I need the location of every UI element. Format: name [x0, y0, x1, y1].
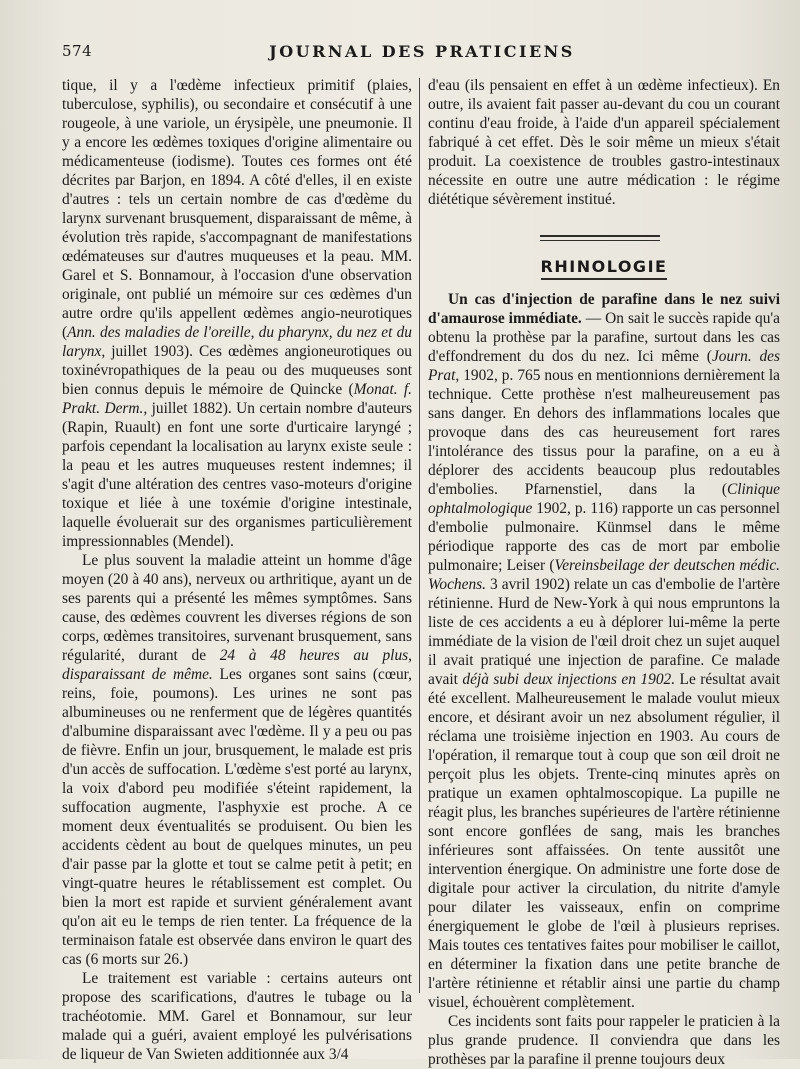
emphasis-text: déjà subi deux injections en 1902.: [462, 671, 676, 688]
journal-reference: Clinique ophtalmologique: [428, 481, 780, 517]
section-heading: RHINOLOGIE: [428, 257, 780, 276]
paragraph: Un cas d'injection de parafine dans le nez suivi d'amaurose immédiate. — On sait le succès rapide qu'a obtenu la prothèse par la parafine, surtout dans les cas d'effondrement du dos du nez. Ici même (Journ. des Prat, 1902, p. 765 nous en mentionnions dernièrement la technique. Cette prothèse n'est malheureusement pas sans danger. En dehors des inflammations locales que provoque dans des cas heureusement fort rares l'intolérance des tissus pour la parafine, on a eu à déplorer des accidents beaucoup plus redoutables d'embolies. Pfarnenstiel, dans la (Clinique ophtalmologique 1902, p. 116) rapporte un cas personnel d'embolie pulmonaire. Künmsel dans le même périodique rapporte des cas de mort par embolie pulmonaire; Leiser (Vereinsbeilage der deutschen médic. Wochens. 3 avril 1902) relate un cas d'embolie de l'artère rétinienne. Hurd de New-York à qui nous empruntons la liste de ces accidents a eu à déplorer lui-même la perte immédiate de la vision de l'œil droit chez un sujet auquel il avait pratiqué une injection de parafine. Ce malade avait déjà subi deux injections en 1902. Le résultat avait été excellent. Malheureusement le malade voulut mieux encore, et désirant avoir un nez absolument régulier, il réclama une troisième injection en 1903. Au cours de l'opération, il remarque tout à coup que son œil droit ne perçoit plus les objets. Trente-cinq minutes après on pratique un examen ophtalmoscopique. La pupille ne réagit plus, les branches supérieures de l'artère rétinienne sont encore gonflées de sang, mais les branches inférieures sont affaissées. On tente aussitôt une intervention énergique. On administre une forte dose de digitale pour activer la circulation, du nitrite d'amyle pour dilater les vaisseaux, enfin on comprime énergiquement le globe de l'œil à plusieurs reprises. Mais toutes ces tentatives faites pour mobiliser le caillot, en déterminer la fixation dans une petite branche de l'artère rétinienne et rétablir ainsi une partie du champ visuel, échouèrent complètement.: [428, 291, 781, 1011]
paragraph: d'eau (ils pensaient en effet à un œdème infectieux). En outre, ils avaient fait passer au-devant du cou un courant continu d'eau froide, à l'aide d'un appareil spécialement fabriqué à cet effet. Dès le soir même un mieux s'était produit. La coexistence de troubles gastro-intestinaux nécessite en outre une autre médication : le régime diététique sévèrement institué.: [428, 77, 780, 208]
section-rule: [428, 235, 780, 241]
paragraph: Ces incidents sont faits pour rappeler le praticien à la plus grande prudence. Il conviendra que dans les prothèses par la parafine il prenne toujours deux: [428, 1013, 780, 1068]
left-column: [62, 76, 412, 1064]
paragraph: tique, il y a l'œdème infectieux primitif (plaies, tuberculose, syphilis), ou secondaire et consécutif à une rougeole, à une variole, un érysipèle, une pneumonie. Il y a encore les œdèmes toxiques d'origine alimentaire ou médicamenteuse (iodisme). Toutes ces formes ont été décrites par Barjon, en 1894. A côté d'elles, il en existe d'autres : tels un certain nombre de cas d'œdème du larynx survenant brusquement, disparaissant de même, à évolution très rapide, s'accompagnant de manifestations œdémateuses sur d'autres muqueuses et la peau. MM. Garel et S. Bonnamour, à l'occasion d'une observation originale, ont publié un mémoire sur ces œdèmes d'un autre ordre qu'ils appellent œdèmes angio-neurotiques (Ann. des maladies de l'oreille, du pharynx, du nez et du larynx, juillet 1903). Ces œdèmes angioneurotiques ou toxinévropathiques de la peau ou des muqueuses sont bien connus depuis le mémoire de Quincke (Monat. f. Prakt. Derm., juillet 1882). Un certain nombre d'auteurs (Rapin, Ruault) en font une sorte d'urticaire laryngé ; parfois cependant la localisation au larynx existe seule : la peau et les autres muqueuses restent indemnes; il s'agit d'une altération des centres vaso-moteurs d'origine toxique et liée à une toxémie d'origine intestinale, laquelle évoluerait sur des organismes particulièrement impressionnables (Mendel).: [62, 77, 412, 550]
right-column: [428, 76, 780, 1069]
column-divider: [419, 78, 420, 993]
journal-reference: Vereinsbeilage der deutschen médic. Wochens.: [428, 557, 780, 593]
journal-reference: Ann. des maladies de l'oreille, du pharynx, du nez et du larynx,: [62, 324, 412, 360]
page-header: [62, 42, 782, 64]
journal-title: JOURNAL DES PRATICIENS: [269, 42, 575, 61]
article-title: Un cas d'injection de parafine dans le nez suivi d'amaurose immédiate.: [428, 291, 780, 327]
page-number: 574: [62, 42, 93, 60]
emphasis-text: 24 à 48 heures au plus, disparaissant de même.: [62, 647, 412, 683]
paragraph: Le traitement est variable : certains auteurs ont propose des scarifications, d'autres le tubage ou la trachéotomie. MM. Garel et Bonnamour, sur leur malade qui a guéri, avaient employé les pulvérisations de liqueur de Van Swieten additionnée aux 3/4: [62, 970, 412, 1063]
journal-reference: Journ. des Prat,: [428, 348, 780, 384]
journal-reference: Monat. f. Prakt. Derm.,: [62, 381, 412, 417]
paragraph: Le plus souvent la maladie atteint un homme d'âge moyen (20 à 40 ans), nerveux ou arthritique, ayant un de ses parents qui a présenté les mêmes symptômes. Sans cause, des œdèmes couvrent les diverses régions de son corps, œdèmes transitoires, survenant brusquement, sans régularité, durant de 24 à 48 heures au plus, disparaissant de même. Les organes sont sains (cœur, reins, foie, poumons). Les urines ne sont pas albumineuses ou ne renferment que de légères quantités d'albumine disparaissant avec l'œdème. Il y a peu ou pas de fièvre. Enfin un jour, brusquement, le malade est pris d'un accès de suffocation. L'œdème s'est porté au larynx, la voix d'abord peu modifiée s'éteint rapidement, la suffocation augmente, l'asphyxie est proche. A ce moment deux éventualités se produisent. Ou bien les accidents cèdent au bout de quelques minutes, un peu d'air passe par la glotte et tout se calme petit à petit; en vingt-quatre heures le rétablissement est complet. Ou bien la mort est rapide et survient généralement avant qu'on ait eu le temps de rien tenter. La fréquence de la terminaison fatale est observée dans environ le quart des cas (6 morts sur 26.): [62, 552, 413, 968]
